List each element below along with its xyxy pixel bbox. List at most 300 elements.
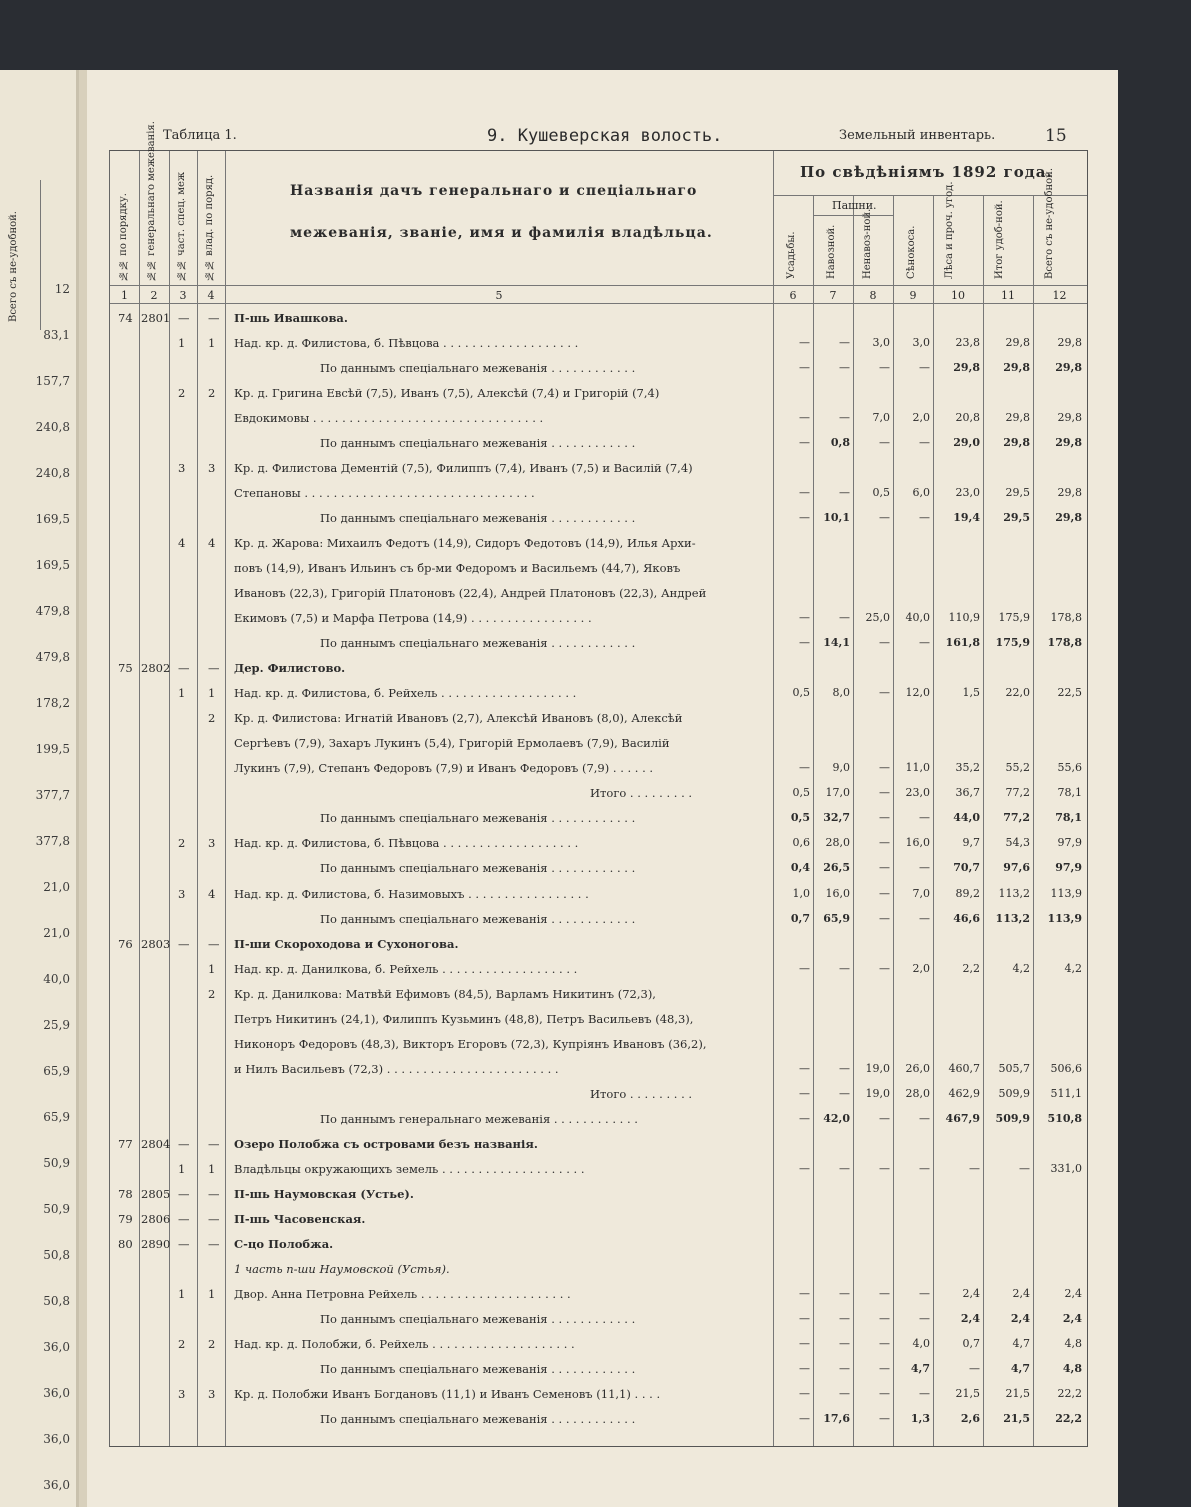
row-order-number: 77 bbox=[118, 1137, 133, 1151]
row-description: Кр. д. Филистова: Игнатій Ивановъ (2,7), Алексѣй Ивановъ (8,0), Алексѣй bbox=[234, 711, 683, 725]
row-description: Над. кр. д. Филистова, б. Пѣвцова . . . . . . . . . . . . . . . . . . . bbox=[234, 336, 579, 350]
left-value: 240,8 bbox=[35, 466, 70, 480]
row-value: 77,2 bbox=[1005, 786, 1030, 799]
row-value: 0,4 bbox=[790, 861, 810, 874]
row-value: 0,5 bbox=[792, 786, 810, 799]
row-value: 22,0 bbox=[1005, 686, 1030, 699]
row-value: — bbox=[879, 636, 890, 649]
row-description: и Нилъ Васильевъ (72,3) . . . . . . . . . . . . . . . . . . . . . . . . bbox=[234, 1062, 559, 1076]
row-description: Над. кр. д. Полобжи, б. Рейхель . . . . . . . . . . . . . . . . . . . . bbox=[234, 1337, 575, 1351]
column-number: 2 bbox=[150, 289, 158, 302]
row-value: 9,0 bbox=[832, 761, 850, 774]
row-value: — bbox=[799, 636, 810, 649]
row-description: Над. кр. д. Филистова, б. Назимовыхъ . . . . . . . . . . . . . . . . . bbox=[234, 887, 589, 901]
row-value: — bbox=[879, 1362, 890, 1375]
row-description: Степановы . . . . . . . . . . . . . . . . . . . . . . . . . . . . . . . . bbox=[234, 486, 535, 500]
row-value: — bbox=[919, 1112, 930, 1125]
left-value: 50,8 bbox=[43, 1248, 70, 1262]
row-value: 29,8 bbox=[1003, 436, 1030, 449]
row-value: 12,0 bbox=[905, 686, 930, 699]
row-value: 331,0 bbox=[1050, 1162, 1082, 1175]
row-value: — bbox=[799, 1362, 810, 1375]
row-owner-number: — bbox=[208, 1237, 220, 1251]
row-special-number: 2 bbox=[178, 386, 186, 400]
row-special-number: — bbox=[178, 937, 190, 951]
row-value: — bbox=[879, 1387, 890, 1400]
row-value: — bbox=[799, 411, 810, 424]
row-value: 113,2 bbox=[998, 887, 1030, 900]
row-value: — bbox=[799, 1387, 810, 1400]
col5-header-line2: межеванія, званіе, имя и фамилія владѣльца. bbox=[290, 225, 713, 241]
column-number: 3 bbox=[179, 289, 187, 302]
row-special-number: — bbox=[178, 311, 190, 325]
row-owner-number: 1 bbox=[208, 1287, 216, 1301]
row-special-number: — bbox=[178, 661, 190, 675]
row-value: 2,4 bbox=[1012, 1287, 1030, 1300]
row-value: 70,7 bbox=[953, 861, 980, 874]
row-value: — bbox=[799, 436, 810, 449]
row-special-number: — bbox=[178, 1237, 190, 1251]
row-value: 510,8 bbox=[1047, 1112, 1082, 1125]
row-value: — bbox=[1019, 1162, 1030, 1175]
row-value: 0,5 bbox=[792, 686, 810, 699]
row-value: — bbox=[799, 486, 810, 499]
column-number: 5 bbox=[495, 289, 503, 302]
row-owner-number: 3 bbox=[208, 1387, 216, 1401]
row-description: По даннымъ спеціальнаго межеванія . . . . . . . . . . . . bbox=[320, 436, 636, 450]
left-page-fragment bbox=[0, 70, 79, 1507]
row-value: 110,9 bbox=[948, 611, 980, 624]
row-value: — bbox=[919, 861, 930, 874]
row-description: П-шь Наумовская (Устье). bbox=[234, 1187, 414, 1201]
row-value: — bbox=[879, 861, 890, 874]
left-value: 50,9 bbox=[43, 1156, 70, 1170]
book-gutter bbox=[79, 70, 87, 1507]
row-value: 161,8 bbox=[945, 636, 980, 649]
page bbox=[87, 70, 1118, 1507]
row-value: 29,8 bbox=[1055, 436, 1082, 449]
row-value: 11,0 bbox=[905, 761, 930, 774]
col11-header: Итог удоб-ной. bbox=[994, 200, 1005, 279]
left-value: 199,5 bbox=[35, 742, 70, 756]
left-value: 36,0 bbox=[43, 1386, 70, 1400]
row-special-number: 2 bbox=[178, 836, 186, 850]
group-header: По свѣдѣніямъ 1892 года. bbox=[800, 163, 1053, 181]
row-value: 178,8 bbox=[1047, 636, 1082, 649]
row-value: 29,8 bbox=[1057, 486, 1082, 499]
left-value: 157,7 bbox=[35, 374, 70, 388]
row-value: 4,8 bbox=[1064, 1337, 1082, 1350]
row-value: 16,0 bbox=[825, 887, 850, 900]
row-value: — bbox=[879, 1337, 890, 1350]
row-description: Итого . . . . . . . . . bbox=[590, 1087, 693, 1101]
col12-header: Всего съ не-удобной. bbox=[1044, 167, 1055, 279]
col10-header: Лѣса и проч. угод. bbox=[944, 181, 955, 279]
row-description: Двор. Анна Петровна Рейхель . . . . . . . . . . . . . . . . . . . . . bbox=[234, 1287, 571, 1301]
row-description: П-ши Скороходова и Сухоногова. bbox=[234, 937, 459, 951]
row-value: 0,5 bbox=[872, 486, 890, 499]
row-value: 19,0 bbox=[865, 1087, 890, 1100]
row-value: 42,0 bbox=[823, 1112, 850, 1125]
row-value: 54,3 bbox=[1005, 836, 1030, 849]
row-value: 55,2 bbox=[1005, 761, 1030, 774]
row-value: — bbox=[839, 1387, 850, 1400]
row-value: — bbox=[919, 436, 930, 449]
row-value: 29,8 bbox=[953, 361, 980, 374]
row-description: Евдокимовы . . . . . . . . . . . . . . . . . . . . . . . . . . . . . . . . bbox=[234, 411, 544, 425]
row-value: 509,9 bbox=[998, 1087, 1030, 1100]
row-value: — bbox=[799, 962, 810, 975]
row-value: 97,9 bbox=[1055, 861, 1082, 874]
row-description: Над. кр. д. Филистова, б. Рейхель . . . . . . . . . . . . . . . . . . . bbox=[234, 686, 577, 700]
row-owner-number: 2 bbox=[208, 386, 216, 400]
row-value: 23,0 bbox=[905, 786, 930, 799]
row-value: 22,5 bbox=[1057, 686, 1082, 699]
row-value: 29,8 bbox=[1003, 361, 1030, 374]
row-description: Кр. д. Полобжи Иванъ Богдановъ (11,1) и Иванъ Семеновъ (11,1) . . . . bbox=[234, 1387, 661, 1401]
row-description: Над. кр. д. Данилкова, б. Рейхель . . . . . . . . . . . . . . . . . . . bbox=[234, 962, 578, 976]
row-value: 21,5 bbox=[1003, 1412, 1030, 1425]
row-value: — bbox=[799, 1287, 810, 1300]
row-survey-number: 2803 bbox=[141, 937, 171, 951]
column-number: 10 bbox=[951, 289, 965, 302]
column-number: 4 bbox=[207, 289, 215, 302]
row-description: По даннымъ спеціальнаго межеванія . . . . . . . . . . . . bbox=[320, 1412, 636, 1426]
row-order-number: 74 bbox=[118, 311, 133, 325]
row-value: 22,2 bbox=[1057, 1387, 1082, 1400]
left-value: 36,0 bbox=[43, 1432, 70, 1446]
row-value: 4,2 bbox=[1012, 962, 1030, 975]
row-value: — bbox=[839, 611, 850, 624]
row-value: — bbox=[879, 761, 890, 774]
row-description: 1 часть п-ши Наумовской (Устья). bbox=[234, 1262, 450, 1276]
row-value: 22,2 bbox=[1055, 1412, 1082, 1425]
row-value: — bbox=[839, 1312, 850, 1325]
row-description: Кр. д. Филистова Дементій (7,5), Филиппъ (7,4), Иванъ (7,5) и Василій (7,4) bbox=[234, 461, 693, 475]
row-value: — bbox=[839, 1287, 850, 1300]
pashni-header: Пашни. bbox=[832, 199, 877, 212]
row-value: 29,8 bbox=[1005, 336, 1030, 349]
row-value: — bbox=[919, 511, 930, 524]
row-value: — bbox=[919, 912, 930, 925]
left-column-header bbox=[4, 180, 41, 330]
row-value: 505,7 bbox=[998, 1062, 1030, 1075]
row-value: 175,9 bbox=[995, 636, 1030, 649]
left-value: 25,9 bbox=[43, 1018, 70, 1032]
row-value: — bbox=[839, 1362, 850, 1375]
row-value: — bbox=[839, 361, 850, 374]
row-value: — bbox=[839, 1162, 850, 1175]
row-value: — bbox=[919, 1162, 930, 1175]
row-value: 4,7 bbox=[910, 1362, 930, 1375]
row-value: 40,0 bbox=[905, 611, 930, 624]
row-owner-number: 4 bbox=[208, 536, 216, 550]
row-value: 65,9 bbox=[823, 912, 850, 925]
left-value: 169,5 bbox=[35, 512, 70, 526]
row-value: 29,8 bbox=[1057, 411, 1082, 424]
col1-header: №№ по порядку. bbox=[118, 193, 129, 281]
row-special-number: 3 bbox=[178, 887, 186, 901]
column-number: 6 bbox=[789, 289, 797, 302]
row-value: 0,7 bbox=[962, 1337, 980, 1350]
row-survey-number: 2801 bbox=[141, 311, 171, 325]
row-value: — bbox=[839, 1062, 850, 1075]
row-value: 97,9 bbox=[1057, 836, 1082, 849]
row-value: 4,2 bbox=[1064, 962, 1082, 975]
row-value: 7,0 bbox=[872, 411, 890, 424]
row-owner-number: 4 bbox=[208, 887, 216, 901]
row-description: Итого . . . . . . . . . bbox=[590, 786, 693, 800]
row-value: — bbox=[799, 611, 810, 624]
column-number: 11 bbox=[1001, 289, 1015, 302]
col5-header-line1: Названія дачъ генеральнаго и спеціальнаго bbox=[290, 183, 698, 199]
section-title: Земельный инвентарь. bbox=[839, 128, 996, 143]
row-value: — bbox=[799, 1087, 810, 1100]
row-order-number: 80 bbox=[118, 1237, 133, 1251]
row-value: 460,7 bbox=[948, 1062, 980, 1075]
row-owner-number: — bbox=[208, 1137, 220, 1151]
row-value: — bbox=[969, 1362, 980, 1375]
row-value: — bbox=[839, 336, 850, 349]
row-description: Дер. Филистово. bbox=[234, 661, 346, 675]
row-value: 25,0 bbox=[865, 611, 890, 624]
row-survey-number: 2802 bbox=[141, 661, 171, 675]
row-owner-number: 2 bbox=[208, 987, 216, 1001]
col6-header: Усадьбы. bbox=[786, 231, 797, 279]
row-value: — bbox=[839, 411, 850, 424]
row-owner-number: 1 bbox=[208, 1162, 216, 1176]
row-value: — bbox=[799, 1412, 810, 1425]
row-owner-number: 1 bbox=[208, 962, 216, 976]
left-value: 21,0 bbox=[43, 926, 70, 940]
row-value: 0,8 bbox=[830, 436, 850, 449]
row-value: 509,9 bbox=[995, 1112, 1030, 1125]
row-value: 89,2 bbox=[955, 887, 980, 900]
row-special-number: — bbox=[178, 1137, 190, 1151]
row-value: 20,8 bbox=[955, 411, 980, 424]
row-value: — bbox=[919, 1287, 930, 1300]
row-description: Над. кр. д. Филистова, б. Пѣвцова . . . . . . . . . . . . . . . . . . . bbox=[234, 836, 579, 850]
left-value: 36,0 bbox=[43, 1340, 70, 1354]
row-value: 29,5 bbox=[1003, 511, 1030, 524]
row-value: 19,4 bbox=[953, 511, 980, 524]
left-value: 65,9 bbox=[43, 1110, 70, 1124]
row-survey-number: 2890 bbox=[141, 1237, 171, 1251]
row-owner-number: — bbox=[208, 311, 220, 325]
left-column-number: 12 bbox=[54, 282, 70, 296]
row-description: Петръ Никитинъ (24,1), Филиппъ Кузьминъ (48,8), Петръ Васильевъ (48,3), bbox=[234, 1012, 694, 1026]
row-value: — bbox=[839, 962, 850, 975]
row-value: — bbox=[879, 912, 890, 925]
row-value: 2,0 bbox=[912, 411, 930, 424]
left-value: 178,2 bbox=[35, 696, 70, 710]
row-description: По даннымъ спеціальнаго межеванія . . . . . . . . . . . . bbox=[320, 361, 636, 375]
row-description: По даннымъ спеціальнаго межеванія . . . . . . . . . . . . bbox=[320, 861, 636, 875]
row-value: 467,9 bbox=[945, 1112, 980, 1125]
row-description: Кр. д. Григина Евсѣй (7,5), Иванъ (7,5), Алексѣй (7,4) и Григорій (7,4) bbox=[234, 386, 660, 400]
row-value: 2,6 bbox=[960, 1412, 980, 1425]
left-value: 169,5 bbox=[35, 558, 70, 572]
row-description: повъ (14,9), Иванъ Ильинъ съ бр-ми Федоромъ и Васильемъ (44,7), Яковъ bbox=[234, 561, 681, 575]
row-value: 3,0 bbox=[872, 336, 890, 349]
row-value: 28,0 bbox=[905, 1087, 930, 1100]
row-value: — bbox=[879, 686, 890, 699]
row-survey-number: 2804 bbox=[141, 1137, 171, 1151]
row-special-number: 1 bbox=[178, 686, 186, 700]
row-value: 97,6 bbox=[1003, 861, 1030, 874]
row-value: — bbox=[919, 361, 930, 374]
row-value: 511,1 bbox=[1050, 1087, 1082, 1100]
row-value: 2,0 bbox=[912, 962, 930, 975]
row-value: 4,7 bbox=[1012, 1337, 1030, 1350]
row-owner-number: 2 bbox=[208, 711, 216, 725]
row-value: 2,4 bbox=[1062, 1312, 1082, 1325]
row-value: 55,6 bbox=[1057, 761, 1082, 774]
row-value: 26,0 bbox=[905, 1062, 930, 1075]
row-value: 29,0 bbox=[953, 436, 980, 449]
column-number: 1 bbox=[121, 289, 128, 302]
row-special-number: 1 bbox=[178, 1287, 186, 1301]
row-description: Ивановъ (22,3), Григорій Платоновъ (22,4), Андрей Платоновъ (22,3), Андрей bbox=[234, 586, 707, 600]
row-owner-number: 1 bbox=[208, 336, 216, 350]
left-value: 479,8 bbox=[35, 604, 70, 618]
row-description: По даннымъ спеціальнаго межеванія . . . . . . . . . . . . bbox=[320, 1312, 636, 1326]
row-description: Озеро Полобжа съ островами безъ названія. bbox=[234, 1137, 538, 1151]
row-survey-number: 2806 bbox=[141, 1212, 171, 1226]
row-value: 46,6 bbox=[953, 912, 980, 925]
row-value: 506,6 bbox=[1050, 1062, 1082, 1075]
column-number: 12 bbox=[1052, 289, 1067, 302]
row-value: 23,0 bbox=[955, 486, 980, 499]
row-value: 2,4 bbox=[962, 1287, 980, 1300]
row-value: 0,7 bbox=[790, 912, 810, 925]
row-value: 2,4 bbox=[960, 1312, 980, 1325]
row-order-number: 75 bbox=[118, 661, 133, 675]
row-value: 1,5 bbox=[962, 686, 980, 699]
left-value: 83,1 bbox=[43, 328, 70, 342]
left-value: 65,9 bbox=[43, 1064, 70, 1078]
row-value: 2,4 bbox=[1064, 1287, 1082, 1300]
row-value: 36,7 bbox=[955, 786, 980, 799]
left-value: 240,8 bbox=[35, 420, 70, 434]
row-value: 8,0 bbox=[832, 686, 850, 699]
row-value: 113,9 bbox=[1050, 887, 1082, 900]
row-special-number: — bbox=[178, 1212, 190, 1226]
row-value: 16,0 bbox=[905, 836, 930, 849]
row-value: 44,0 bbox=[953, 811, 980, 824]
row-value: 29,5 bbox=[1005, 486, 1030, 499]
row-value: 2,4 bbox=[1010, 1312, 1030, 1325]
row-value: 29,8 bbox=[1055, 361, 1082, 374]
row-owner-number: — bbox=[208, 1212, 220, 1226]
row-value: 35,2 bbox=[955, 761, 980, 774]
row-value: — bbox=[799, 1112, 810, 1125]
row-value: — bbox=[969, 1162, 980, 1175]
row-description: С-цо Полобжа. bbox=[234, 1237, 334, 1251]
column-number: 7 bbox=[829, 289, 837, 302]
left-value: 50,8 bbox=[43, 1294, 70, 1308]
page-title: 9. Кушеверская волость. bbox=[487, 126, 723, 146]
row-value: 26,5 bbox=[823, 861, 850, 874]
column-number: 9 bbox=[909, 289, 917, 302]
row-value: 10,1 bbox=[823, 511, 850, 524]
row-value: — bbox=[879, 811, 890, 824]
col7-header: Навозной. bbox=[826, 224, 837, 279]
row-value: — bbox=[839, 486, 850, 499]
column-number: 8 bbox=[869, 289, 877, 302]
row-value: — bbox=[879, 1312, 890, 1325]
row-value: 29,8 bbox=[1005, 411, 1030, 424]
row-value: — bbox=[879, 1287, 890, 1300]
row-description: Кр. д. Данилкова: Матвѣй Ефимовъ (84,5), Варламъ Никитинъ (72,3), bbox=[234, 987, 656, 1001]
left-value: 377,8 bbox=[35, 834, 70, 848]
col2-header: №№ генеральнаго межеванія. bbox=[146, 121, 157, 281]
row-description: По даннымъ спеціальнаго межеванія . . . . . . . . . . . . bbox=[320, 912, 636, 926]
row-value: 0,6 bbox=[792, 836, 810, 849]
row-description: По даннымъ генеральнаго межеванія . . . . . . . . . . . . bbox=[320, 1112, 638, 1126]
table-label: Таблица 1. bbox=[163, 128, 237, 143]
row-description: Екимовъ (7,5) и Марфа Петрова (14,9) . . . . . . . . . . . . . . . . . bbox=[234, 611, 592, 625]
row-value: — bbox=[799, 1312, 810, 1325]
row-value: — bbox=[919, 636, 930, 649]
row-value: — bbox=[799, 336, 810, 349]
row-description: По даннымъ спеціальнаго межеванія . . . . . . . . . . . . bbox=[320, 811, 636, 825]
row-value: — bbox=[799, 1162, 810, 1175]
row-value: 1,3 bbox=[910, 1412, 930, 1425]
row-value: — bbox=[799, 761, 810, 774]
row-description: Никоноръ Федоровъ (48,3), Викторъ Егоровъ (72,3), Купріянъ Ивановъ (36,2), bbox=[234, 1037, 707, 1051]
row-value: 0,5 bbox=[790, 811, 810, 824]
row-value: — bbox=[799, 511, 810, 524]
col9-header: Сѣнокоса. bbox=[906, 225, 917, 279]
left-value: 40,0 bbox=[43, 972, 70, 986]
row-value: 175,9 bbox=[998, 611, 1030, 624]
row-value: 7,0 bbox=[912, 887, 930, 900]
row-value: — bbox=[799, 361, 810, 374]
row-value: — bbox=[879, 1412, 890, 1425]
row-value: 78,1 bbox=[1057, 786, 1082, 799]
left-value: 50,9 bbox=[43, 1202, 70, 1216]
row-owner-number: — bbox=[208, 937, 220, 951]
row-value: 4,7 bbox=[1010, 1362, 1030, 1375]
row-special-number: 2 bbox=[178, 1337, 186, 1351]
left-column-header-text: Всего съ не-удобной. bbox=[8, 210, 19, 322]
row-value: 178,8 bbox=[1050, 611, 1082, 624]
row-value: — bbox=[879, 361, 890, 374]
col3-header: №№ част. спец. меж bbox=[176, 171, 187, 281]
row-value: 17,6 bbox=[823, 1412, 850, 1425]
row-value: 21,5 bbox=[1005, 1387, 1030, 1400]
row-value: — bbox=[919, 1387, 930, 1400]
row-value: 29,8 bbox=[1055, 511, 1082, 524]
row-value: 32,7 bbox=[823, 811, 850, 824]
row-survey-number: 2805 bbox=[141, 1187, 171, 1201]
row-description: Кр. д. Жарова: Михаилъ Федотъ (14,9), Сидоръ Федотовъ (14,9), Илья Архи- bbox=[234, 536, 696, 550]
row-description: П-шь Ивашкова. bbox=[234, 311, 348, 325]
row-owner-number: — bbox=[208, 1187, 220, 1201]
row-value: 77,2 bbox=[1003, 811, 1030, 824]
row-description: По даннымъ спеціальнаго межеванія . . . . . . . . . . . . bbox=[320, 1362, 636, 1376]
row-value: 23,8 bbox=[955, 336, 980, 349]
row-order-number: 78 bbox=[118, 1187, 133, 1201]
row-value: 6,0 bbox=[912, 486, 930, 499]
row-value: — bbox=[879, 887, 890, 900]
row-value: 21,5 bbox=[955, 1387, 980, 1400]
row-description: По даннымъ спеціальнаго межеванія . . . . . . . . . . . . bbox=[320, 511, 636, 525]
left-value: 479,8 bbox=[35, 650, 70, 664]
row-description: Сергѣевъ (7,9), Захаръ Лукинъ (5,4), Григорій Ермолаевъ (7,9), Василій bbox=[234, 736, 670, 750]
row-value: 78,1 bbox=[1055, 811, 1082, 824]
